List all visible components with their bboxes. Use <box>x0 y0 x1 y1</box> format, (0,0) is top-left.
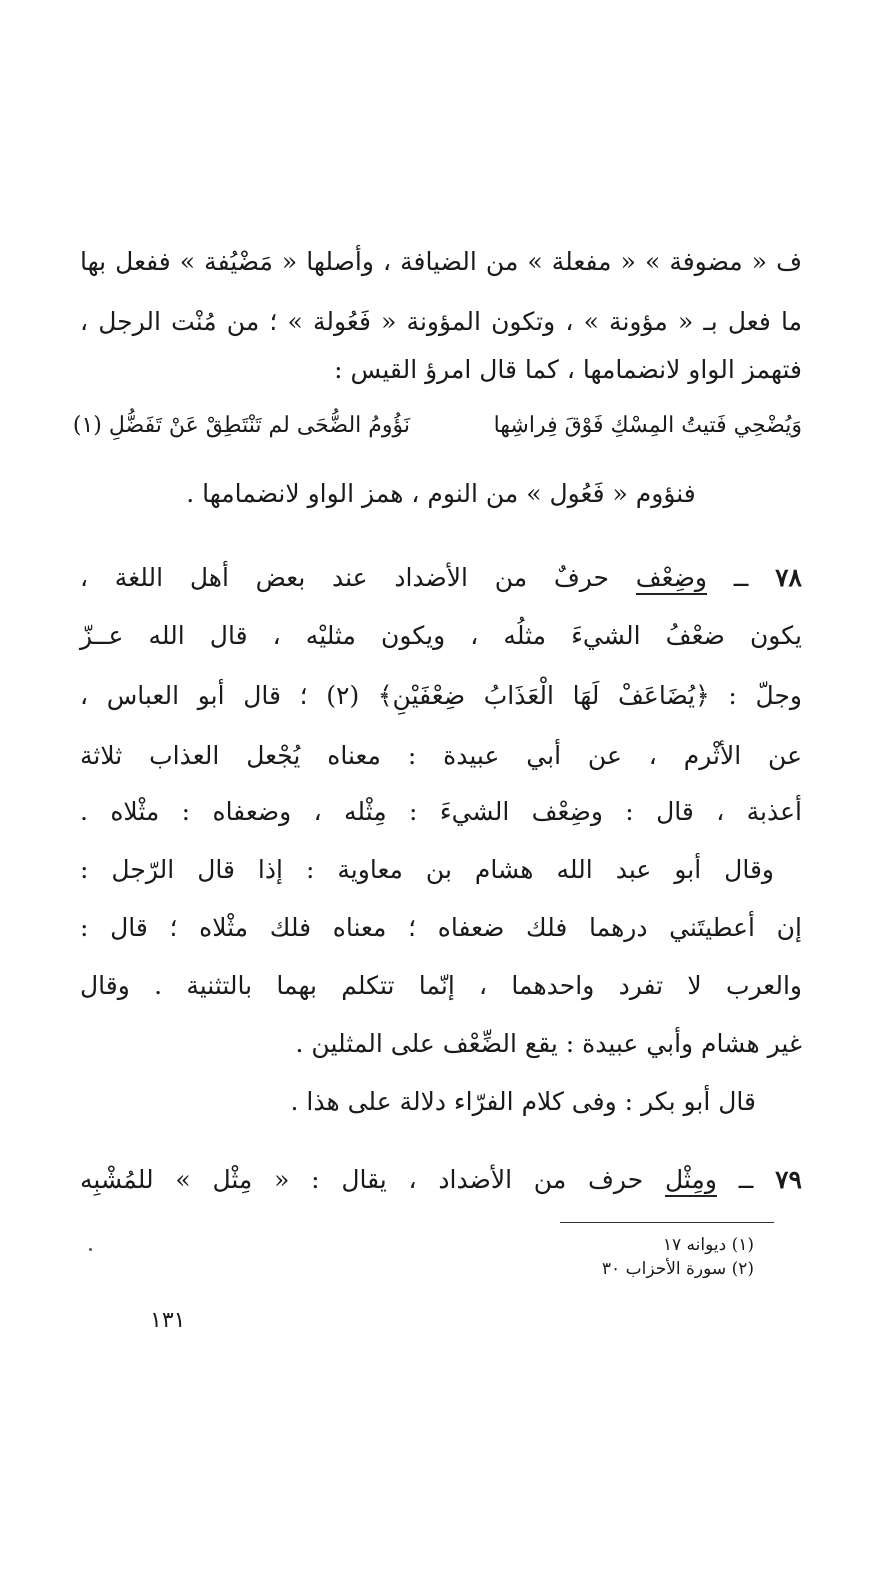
entry-78-number: ٧٨ <box>775 563 802 592</box>
footnote-2: (٢) سورة الأحزاب ٣٠ <box>601 1259 754 1279</box>
entry-79-text: حرف من الأضداد ، يقال : « مِثْل » للمُشْبِه <box>80 1165 644 1194</box>
entry-79-dash: ــ <box>738 1165 754 1194</box>
footnote-separator <box>560 1222 774 1223</box>
page-speck <box>89 1248 92 1251</box>
entry-79-heading <box>80 1160 802 1200</box>
poem-verse <box>72 408 802 444</box>
entry-78-line-6: إن أعطيتَني درهما فلك ضعفاه ؛ معناه فلك مثْلاه ؛ قال : <box>80 913 802 942</box>
entry-78-dash: ــ <box>733 563 749 592</box>
poem-hemistich-second: نَؤُومُ الضُّحَى لم تَنْتَطِقْ عَنْ تَفَضُّلِ (١) <box>72 413 410 438</box>
entry-78-line-3: عن الأثْرم ، عن أبي عبيدة : معناه يُجْعل العذاب ثلاثة <box>80 741 802 770</box>
entry-78-line-4: أعذبة ، قال : وضِعْف الشيءَ : مِثْله ، وضعفاه : مثْلاه . <box>80 797 802 826</box>
footnote-1: (١) ديوانه ١٧ <box>662 1235 754 1255</box>
entry-78-line-9: قال أبو بكر : وفى كلام الفرّاء دلالة على هذا . <box>290 1087 756 1116</box>
text-line-3: فتهمز الواو لانضمامها ، كما قال امرؤ القيس : <box>334 355 802 384</box>
entry-78-line-2: وجلّ : ﴿يُضَاعَفْ لَهَا الْعَذَابُ ضِعْفَيْنِ﴾ (٢) ؛ قال أبو العباس ، <box>80 681 802 710</box>
text-line-2: ما فعل بـ « مؤونة » ، وتكون المؤونة « فَعُولة » ؛ من مُنْت الرجل ، <box>80 307 802 336</box>
entry-78-headword: وضِعْف <box>636 563 707 595</box>
poem-hemistich-first: وَيُضْحِي فَتيتُ المِسْكِ فَوْقَ فِراشِها <box>493 413 802 438</box>
entry-78-line-1: يكون ضعْفُ الشيءَ مثلُه ، ويكون مثليْه ، قال الله عــزّ <box>80 621 802 650</box>
text-line-after-poem: فنؤوم « فَعُول » من النوم ، همز الواو لانضمامها . <box>186 479 696 508</box>
entry-78-line-7: والعرب لا تفرد واحدهما ، إنّما تتكلم بهما بالتثنية . وقال <box>80 971 802 1000</box>
entry-78-heading <box>80 558 802 598</box>
text-line-1: ف « مضوفة » « مفعلة » من الضيافة ، وأصلها « مَضْيُفة » ففعل بها <box>80 247 802 276</box>
entry-78-line-5: وقال أبو عبد الله هشام بن معاوية : إذا قال الرّجل : <box>80 855 774 884</box>
entry-78-line-8: غير هشام وأبي عبيدة : يقع الضِّعْف على المثلين . <box>295 1029 802 1058</box>
entry-79-number: ٧٩ <box>775 1165 802 1194</box>
entry-79-headword: ومِثْل <box>665 1165 717 1197</box>
page-number: ١٣١ <box>150 1308 186 1333</box>
entry-78-text: حرفٌ من الأضداد عند بعض أهل اللغة ، <box>80 563 610 592</box>
